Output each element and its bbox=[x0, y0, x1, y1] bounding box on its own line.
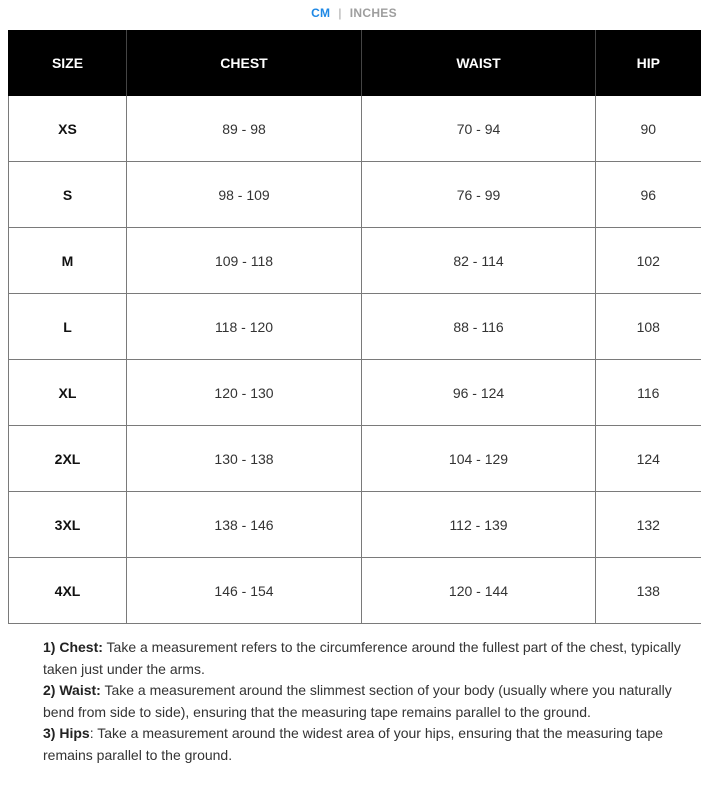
unit-toggle bbox=[0, 6, 708, 20]
hip-cell: 108 bbox=[596, 294, 701, 360]
size-cell: 3XL bbox=[9, 492, 127, 558]
waist-note bbox=[43, 680, 698, 723]
chest-cell: 98 - 109 bbox=[127, 162, 362, 228]
table-row bbox=[9, 162, 701, 228]
inches-unit-button[interactable]: INCHES bbox=[349, 6, 397, 20]
waist-cell: 104 - 129 bbox=[362, 426, 596, 492]
measurement-notes bbox=[43, 637, 698, 766]
hip-cell: 116 bbox=[596, 360, 701, 426]
unit-separator: | bbox=[338, 6, 342, 20]
header-hip: HIP bbox=[596, 30, 701, 96]
table-row bbox=[9, 228, 701, 294]
chest-cell: 146 - 154 bbox=[127, 558, 362, 624]
waist-cell: 76 - 99 bbox=[362, 162, 596, 228]
header-chest: CHEST bbox=[127, 30, 362, 96]
cm-unit-button[interactable]: CM bbox=[311, 6, 331, 20]
size-cell: L bbox=[9, 294, 127, 360]
waist-cell: 82 - 114 bbox=[362, 228, 596, 294]
waist-cell: 88 - 116 bbox=[362, 294, 596, 360]
table-row bbox=[9, 558, 701, 624]
chest-cell: 109 - 118 bbox=[127, 228, 362, 294]
chest-note bbox=[43, 637, 698, 680]
waist-cell: 96 - 124 bbox=[362, 360, 596, 426]
chest-cell: 89 - 98 bbox=[127, 96, 362, 162]
size-cell: 4XL bbox=[9, 558, 127, 624]
header-size: SIZE bbox=[9, 30, 127, 96]
size-cell: S bbox=[9, 162, 127, 228]
size-cell: M bbox=[9, 228, 127, 294]
size-chart-table bbox=[8, 30, 701, 624]
note-label: 2) Waist: bbox=[43, 682, 101, 698]
hip-cell: 138 bbox=[596, 558, 701, 624]
note-text: Take a measurement around the slimmest section of your body (usually where you naturally bend from side to side), ensuring that the measuring tape remains parallel to the ground. bbox=[43, 682, 672, 720]
size-cell: XS bbox=[9, 96, 127, 162]
chest-cell: 120 - 130 bbox=[127, 360, 362, 426]
table-row bbox=[9, 360, 701, 426]
hip-cell: 102 bbox=[596, 228, 701, 294]
table-row bbox=[9, 294, 701, 360]
table-row bbox=[9, 426, 701, 492]
hip-cell: 132 bbox=[596, 492, 701, 558]
note-label: 3) Hips bbox=[43, 725, 90, 741]
table-row bbox=[9, 492, 701, 558]
waist-cell: 120 - 144 bbox=[362, 558, 596, 624]
note-text: Take a measurement refers to the circumference around the fullest part of the chest, typically taken just under the arms. bbox=[43, 639, 681, 677]
size-cell: 2XL bbox=[9, 426, 127, 492]
waist-cell: 112 - 139 bbox=[362, 492, 596, 558]
hip-cell: 96 bbox=[596, 162, 701, 228]
hip-cell: 124 bbox=[596, 426, 701, 492]
table-header-row bbox=[9, 30, 701, 96]
waist-cell: 70 - 94 bbox=[362, 96, 596, 162]
size-cell: XL bbox=[9, 360, 127, 426]
chest-cell: 118 - 120 bbox=[127, 294, 362, 360]
note-text: : Take a measurement around the widest area of your hips, ensuring that the measuring tape remains parallel to the ground. bbox=[43, 725, 663, 763]
hips-note bbox=[43, 723, 698, 766]
note-label: 1) Chest: bbox=[43, 639, 103, 655]
table-row bbox=[9, 96, 701, 162]
chest-cell: 130 - 138 bbox=[127, 426, 362, 492]
header-waist: WAIST bbox=[362, 30, 596, 96]
hip-cell: 90 bbox=[596, 96, 701, 162]
chest-cell: 138 - 146 bbox=[127, 492, 362, 558]
